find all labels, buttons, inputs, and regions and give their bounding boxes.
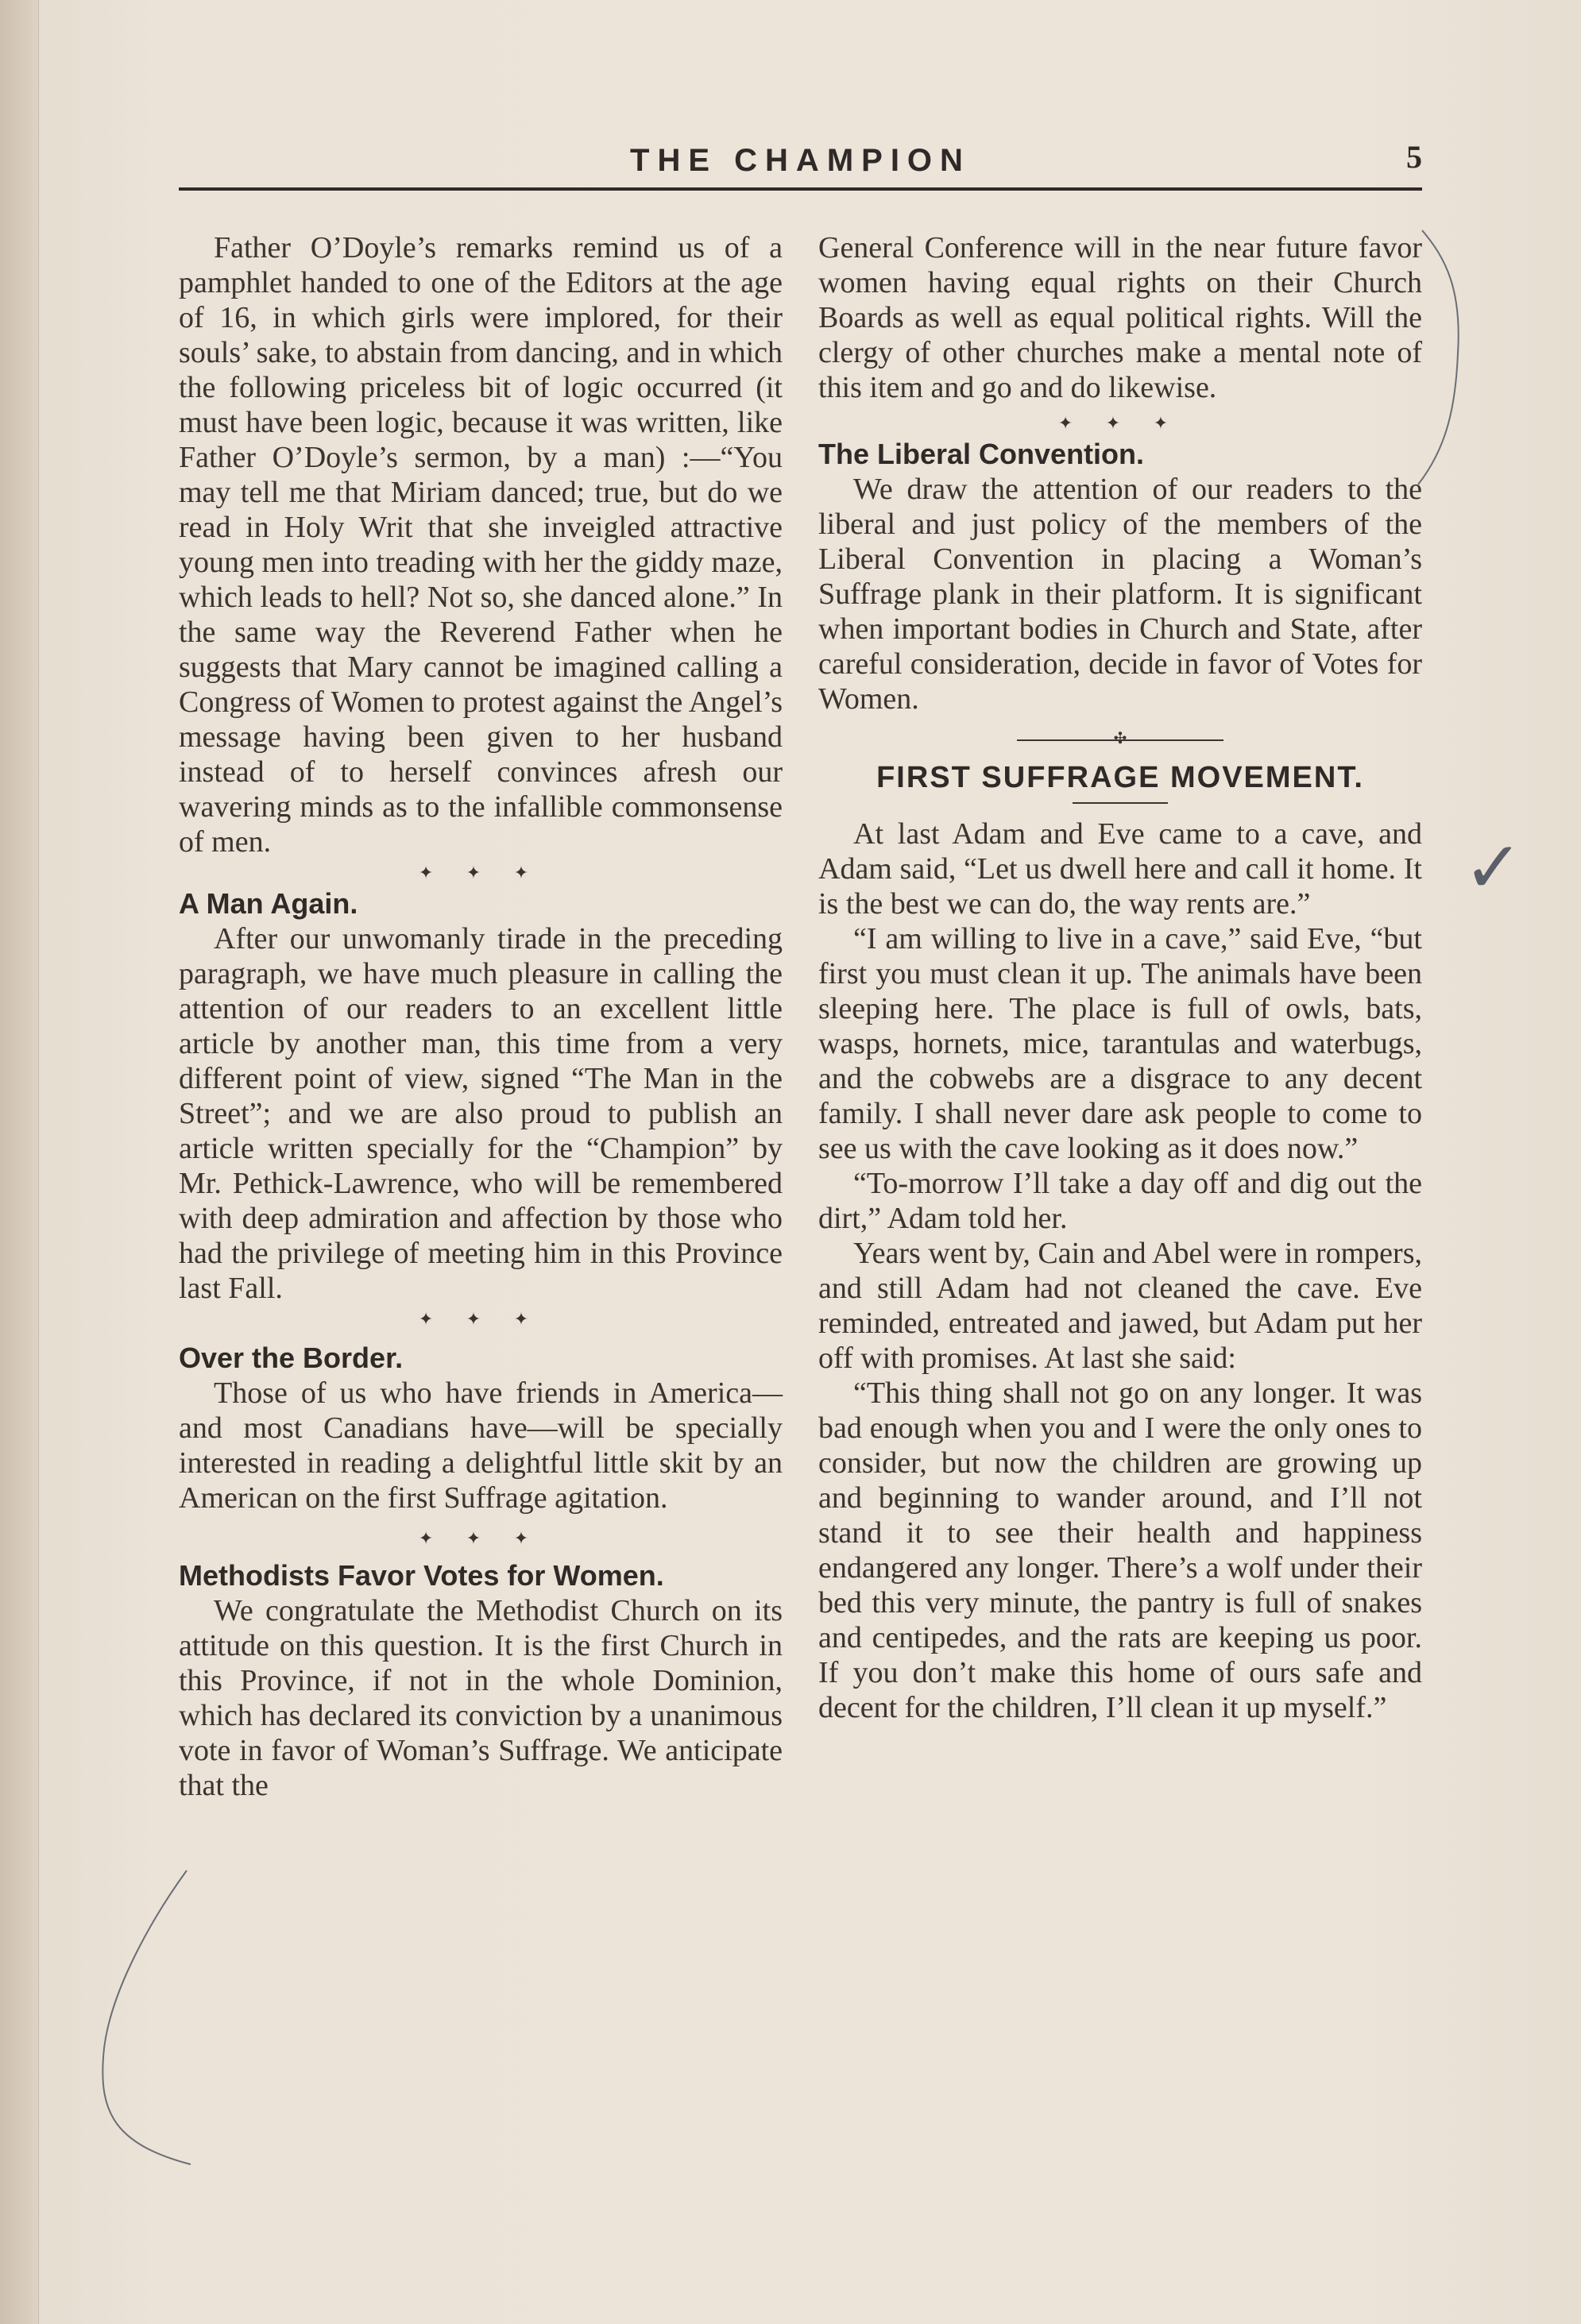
section-divider-stars: ✦ ✦ ✦ bbox=[418, 863, 543, 882]
pencil-checkmark-icon: ✓ bbox=[1463, 826, 1524, 909]
publication-title: THE CHAMPION bbox=[630, 143, 971, 178]
left-column bbox=[179, 230, 783, 1803]
article-paragraph: “To-morrow I’ll take a day off and dig out the dirt,” Adam told her. bbox=[818, 1167, 1422, 1235]
article-paragraph: Years went by, Cain and Abel were in rompers, and still Adam had not cleaned the cave. Eve reminded, entreated and jawed, but Adam put her off with promises. At last she said: bbox=[818, 1237, 1422, 1375]
section-heading: Methodists Favor Votes for Women. bbox=[179, 1559, 664, 1592]
pencil-bracket-mark bbox=[1414, 226, 1478, 488]
pencil-bracket-mark bbox=[91, 1867, 195, 2168]
section-divider-stars: ✦ ✦ ✦ bbox=[1057, 413, 1183, 433]
article-title: FIRST SUFFRAGE MOVEMENT. bbox=[876, 761, 1364, 794]
article-paragraph: Father O’Doyle’s remarks remind us of a pamphlet handed to one of the Editors at the age of 16, in which girls were implored, for their souls’ sake, to abstain from dancing, and in which the following priceless bit of logic occurred (it must have been logic, because it was written, like Father O’Doyle’s sermon, by a man) :—“You may tell me that Miriam danced; true, but do we read in Holy Writ that she inveigled attractive young men into treading with her the giddy maze, which leads to hell? Not so, she danced alone.” In the same way the Reverend Father when he suggests that Mary cannot be imagined calling a Congress of Women to protest against the Angel’s message having been given to her husband instead of to herself convinces afresh our wavering minds as to the infallible commonsense of men. bbox=[179, 231, 783, 859]
section-heading: The Liberal Convention. bbox=[818, 438, 1145, 470]
article-paragraph: Those of us who have friends in America—and most Canadians have—will be specially interested in reading a delightful little skit by an American on the first Suffrage agitation. bbox=[179, 1376, 783, 1515]
article-paragraph: We congratulate the Methodist Church on its attitude on this question. It is the first Church in this Province, if not in the whole Dominion, which has declared its conviction by a unanimous vote in favor of Woman’s Suffrage. We anticipate that the bbox=[179, 1594, 783, 1802]
header-rule bbox=[179, 187, 1422, 191]
title-underline bbox=[1073, 802, 1168, 804]
ornamental-rule bbox=[818, 728, 1422, 751]
section-heading: A Man Again. bbox=[179, 887, 358, 920]
article-paragraph-continued: General Conference will in the near future favor women having equal rights on their Church Boards as well as equal political rights. Will the clergy of other churches make a mental note of this item and go and do likewise. bbox=[818, 231, 1422, 404]
rule-ornament-icon: ✣ bbox=[1113, 730, 1127, 747]
article-paragraph: After our unwomanly tirade in the preceding paragraph, we have much pleasure in calling the attention of our readers to an excellent little article by another man, this time from a very different point of view, signed “The Man in the Street”; and we are also proud to publish an article written specially for the “Champion” by Mr. Pethick-Lawrence, who will be remembered with deep admiration and affection by those who had the privilege of meeting him in this Province last Fall. bbox=[179, 922, 783, 1305]
page-binding-edge bbox=[0, 0, 39, 2324]
running-header bbox=[179, 135, 1422, 191]
section-divider-stars: ✦ ✦ ✦ bbox=[418, 1309, 543, 1329]
page-number: 5 bbox=[1406, 139, 1422, 175]
section-divider-stars: ✦ ✦ ✦ bbox=[418, 1528, 543, 1548]
article-paragraph: “This thing shall not go on any longer. It was bad enough when you and I were the only ones to consider, but now the children are growing up and beginning to wander around, and I’ll not stand it to see their health and happiness endangered any longer. There’s a wolf under their bed this very minute, the pantry is full of snakes and centipedes, and the rats are keeping us poor. If you don’t make this home of ours safe and decent for the children, I’ll clean it up myself.” bbox=[818, 1376, 1422, 1724]
right-column bbox=[818, 230, 1422, 1725]
article-paragraph: At last Adam and Eve came to a cave, and Adam said, “Let us dwell here and call it home. It is the best we can do, the way rents are.” bbox=[818, 817, 1422, 921]
section-heading: Over the Border. bbox=[179, 1342, 404, 1374]
article-paragraph: We draw the attention of our readers to the liberal and just policy of the members of the Liberal Convention in placing a Woman’s Suffrage plank in their platform. It is significant when important bodies in Church and State, after careful consideration, decide in favor of Votes for Women. bbox=[818, 473, 1422, 716]
article-paragraph: “I am willing to live in a cave,” said Eve, “but first you must clean it up. The animals have been sleeping here. The place is full of owls, bats, wasps, hornets, mice, tarantulas and waterbugs, and the cobwebs are a disgrace to any decent family. I shall never dare ask people to come to see us with the cave looking as it does now.” bbox=[818, 922, 1422, 1165]
